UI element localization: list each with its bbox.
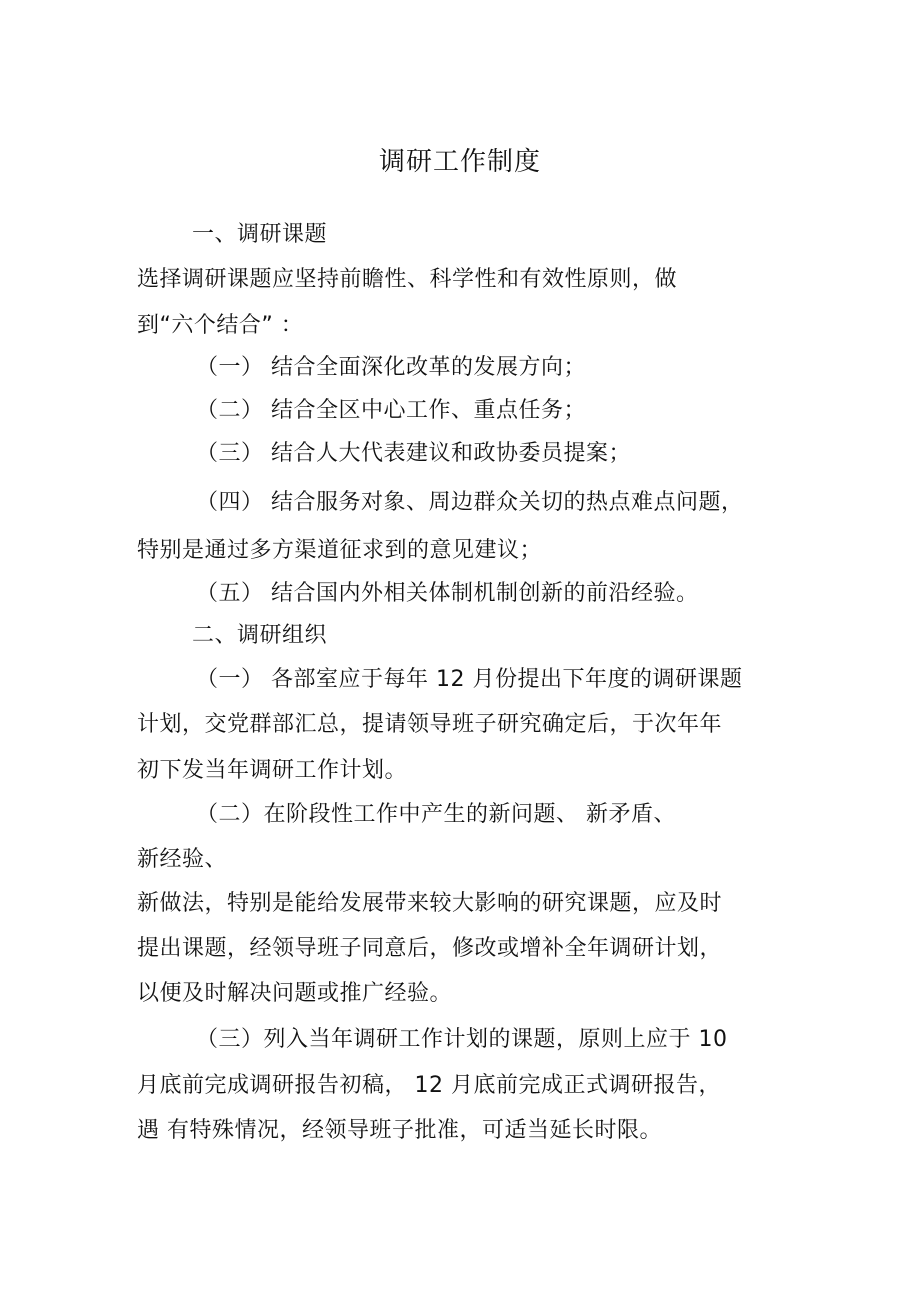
paragraph-line: 新经验、: [137, 847, 228, 872]
paragraph-line: 特别是通过多方渠道征求到的意见建议；: [137, 538, 543, 563]
list-item-2: （二） 结合全区中心工作、重点任务；: [196, 398, 586, 423]
paragraph-line: 新做法，特别是能给发展带来较大影响的研究课题，应及时: [137, 891, 723, 916]
paragraph-line: 初下发当年调研工作计划。: [137, 758, 408, 783]
paragraph-line: （一） 各部室应于每年 12 月份提出下年度的调研课题: [196, 667, 743, 692]
section-heading-2: 二、调研组织: [192, 623, 328, 648]
paragraph-line: （三）列入当年调研工作计划的课题，原则上应于 10: [196, 1027, 728, 1052]
paragraph-line: 计划，交党群部汇总，提请领导班子研究确定后，于次年年: [137, 712, 723, 737]
paragraph-line: 遇 有特殊情况，经领导班子批准，可适当延长时限。: [137, 1118, 662, 1143]
paragraph-line: 月底前完成调研报告初稿， 12 月底前完成正式调研报告，: [137, 1073, 721, 1098]
paragraph-line: 以便及时解决问题或推广经验。: [137, 981, 453, 1006]
section-heading-1: 一、调研课题: [192, 222, 328, 247]
paragraph-line: （二）在阶段性工作中产生的新问题、 新矛盾、: [196, 802, 676, 827]
list-item-5: （五） 结合国内外相关体制机制创新的前沿经验。: [196, 581, 699, 606]
page-title: 调研工作制度: [378, 147, 541, 177]
list-item-4: （四） 结合服务对象、周边群众关切的热点难点问题，: [196, 490, 744, 515]
paragraph-line: 提出课题，经领导班子同意后，修改或增补全年调研计划，: [137, 936, 723, 961]
list-item-3: （三） 结合人大代表建议和政协委员提案；: [196, 441, 631, 466]
paragraph-line: 到“六个结合” ：: [137, 313, 304, 338]
list-item-1: （一） 结合全面深化改革的发展方向；: [196, 355, 586, 380]
paragraph-line: 选择调研课题应坚持前瞻性、科学性和有效性原则，做: [137, 267, 678, 292]
